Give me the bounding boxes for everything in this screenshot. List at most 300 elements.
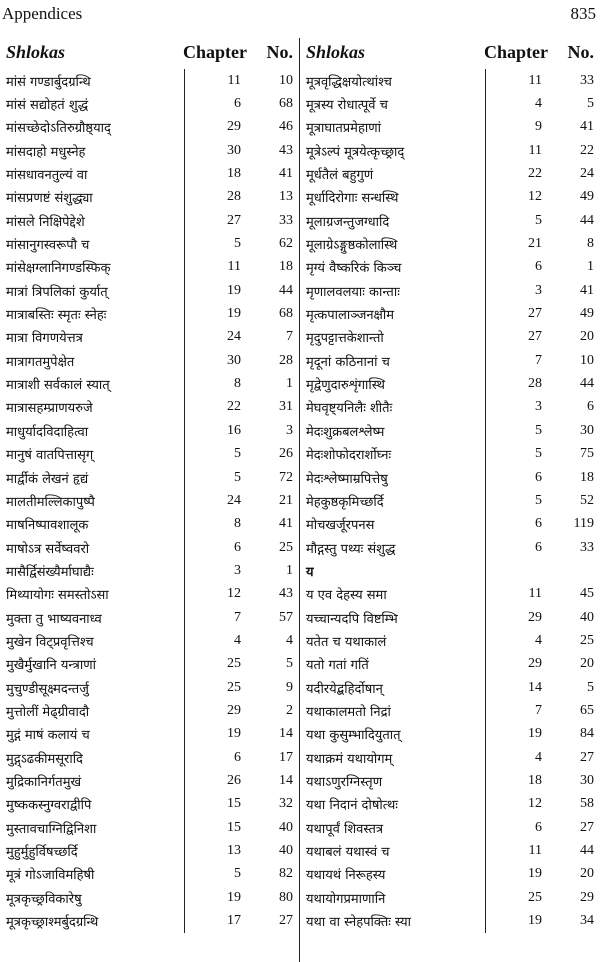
index-row — [300, 583, 600, 606]
index-row — [300, 629, 600, 652]
chapter-number: 29 — [227, 119, 241, 135]
chapter-number: 6 — [535, 819, 542, 835]
verse-number: 22 — [580, 142, 594, 158]
shloka-text: यथाकालमतो निद्रां — [300, 699, 486, 722]
shloka-text: मात्रा विगणयेत्तत्र — [0, 326, 185, 349]
verse-number: 29 — [580, 889, 594, 905]
index-row — [0, 232, 299, 255]
verse-number: 21 — [279, 492, 293, 508]
verse-number: 14 — [279, 726, 293, 742]
chapter-number: 15 — [227, 819, 241, 835]
index-row — [0, 886, 299, 909]
index-row — [0, 653, 299, 676]
index-row — [300, 162, 600, 185]
chapter-number: 27 — [528, 329, 542, 345]
verse-number: 1 — [286, 562, 293, 578]
shloka-text: मृदुपट्टात्तकेशान्तो — [300, 326, 486, 349]
chapter-number: 11 — [528, 586, 542, 602]
index-row — [300, 816, 600, 839]
index-row — [0, 326, 299, 349]
index-row — [0, 443, 299, 466]
index-row — [300, 232, 600, 255]
index-row — [0, 513, 299, 536]
chapter-number: 28 — [227, 189, 241, 205]
verse-number: 49 — [580, 189, 594, 205]
shloka-text: मांसेक्षग्लानिगण्डस्फिक् — [0, 256, 185, 279]
verse-number: 58 — [580, 796, 594, 812]
index-row — [300, 676, 600, 699]
section-title: Appendices — [2, 4, 83, 23]
verse-number: 24 — [580, 166, 594, 182]
chapter-number: 24 — [227, 329, 241, 345]
index-row — [300, 419, 600, 442]
shloka-text: मेदःशुक्रबलश्लेष्म — [300, 419, 486, 442]
shloka-text: मुद्ग्ऽढकीमसूरादि — [0, 746, 185, 769]
chapter-number: 11 — [528, 72, 542, 88]
shloka-text: मेदःश्लेष्माम्रपित्तेषु — [300, 466, 486, 489]
index-row — [300, 186, 600, 209]
index-row — [300, 723, 600, 746]
index-row — [0, 559, 299, 582]
index-row — [0, 676, 299, 699]
verse-number: 25 — [279, 539, 293, 555]
index-row — [0, 839, 299, 862]
shloka-text: मुद्गं माषं कलायं च — [0, 723, 185, 746]
index-row — [0, 302, 299, 325]
shloka-text: मात्रासहम्प्राणयरुजे — [0, 396, 185, 419]
verse-number: 44 — [580, 843, 594, 859]
shloka-text: मूत्रेऽल्पं मूत्रयेत्कृच्छ्राद् — [300, 139, 486, 162]
verse-number: 52 — [580, 492, 594, 508]
index-row — [0, 349, 299, 372]
index-row — [0, 793, 299, 816]
index-row — [300, 256, 600, 279]
verse-number: 5 — [587, 96, 594, 112]
shloka-text: मूर्धादिरोगाः सन्धस्थि — [300, 186, 486, 209]
shloka-text: मूत्रवृद्धिक्षयोत्थांश्च — [300, 69, 486, 92]
index-row — [300, 909, 600, 932]
chapter-number: 5 — [234, 866, 241, 882]
verse-number: 3 — [286, 422, 293, 438]
number-header: No. — [567, 41, 594, 62]
index-row — [0, 606, 299, 629]
index-row — [300, 443, 600, 466]
chapter-number: 5 — [535, 422, 542, 438]
verse-number: 49 — [580, 306, 594, 322]
index-row — [300, 746, 600, 769]
left-index-list — [0, 69, 299, 933]
chapter-number: 4 — [535, 96, 542, 112]
verse-number: 26 — [279, 446, 293, 462]
verse-number: 10 — [279, 72, 293, 88]
verse-number: 18 — [580, 469, 594, 485]
verse-number: 30 — [580, 772, 594, 788]
verse-number: 18 — [279, 259, 293, 275]
index-row — [0, 209, 299, 232]
verse-number: 41 — [279, 166, 293, 182]
verse-number: 25 — [580, 632, 594, 648]
left-column — [0, 38, 300, 962]
chapter-number: 11 — [528, 142, 542, 158]
shloka-text: यथायथं निरूहस्य — [300, 863, 486, 886]
chapter-number: 19 — [227, 306, 241, 322]
shloka-text: यच्चान्यदपि विष्टम्भि — [300, 606, 486, 629]
shloka-text: मुष्ककस्नुग्वराद्वीपि — [0, 793, 185, 816]
index-row — [300, 863, 600, 886]
index-row — [300, 372, 600, 395]
verse-number: 41 — [279, 516, 293, 532]
chapter-number: 7 — [535, 352, 542, 368]
chapter-number: 17 — [227, 913, 241, 929]
index-row — [0, 162, 299, 185]
index-row — [300, 349, 600, 372]
shloka-text: यथापूर्वं शिवस्तत्र — [300, 816, 486, 839]
shloka-text: मूलाग्रजन्तुजग्धादि — [300, 209, 486, 232]
chapter-number: 5 — [234, 469, 241, 485]
shloka-text: मेहकुष्ठकृमिच्छर्दि — [300, 489, 486, 512]
index-row — [300, 279, 600, 302]
chapter-number: 29 — [528, 609, 542, 625]
shloka-text: यतो गतां गतिं — [300, 653, 486, 676]
index-row — [0, 723, 299, 746]
shloka-text: मुचुण्डीसूक्ष्मदन्तर्जु — [0, 676, 185, 699]
verse-number: 30 — [580, 422, 594, 438]
index-row — [0, 536, 299, 559]
shloka-text: माधुर्यादविदाहित्वा — [0, 419, 185, 442]
index-row — [0, 769, 299, 792]
chapter-number: 25 — [528, 889, 542, 905]
chapter-number: 6 — [535, 539, 542, 555]
chapter-number: 21 — [528, 236, 542, 252]
column-header — [300, 38, 600, 66]
chapter-number: 11 — [528, 843, 542, 859]
chapter-number: 3 — [535, 282, 542, 298]
index-row — [300, 699, 600, 722]
column-header — [0, 38, 299, 66]
index-row — [0, 396, 299, 419]
verse-number: 65 — [580, 702, 594, 718]
chapter-number: 22 — [528, 166, 542, 182]
verse-number: 33 — [580, 72, 594, 88]
chapter-number: 29 — [528, 656, 542, 672]
shloka-text: माषोऽत्र सर्वेष्ववरो — [0, 536, 185, 559]
shloka-text: मांसं गण्डार्बुदग्रन्थि — [0, 69, 185, 92]
chapter-number: 26 — [227, 772, 241, 788]
chapter-number: 6 — [234, 96, 241, 112]
chapter-number: 13 — [227, 843, 241, 859]
chapter-header: Chapter — [484, 41, 548, 62]
chapter-number: 4 — [535, 632, 542, 648]
chapter-number: 12 — [528, 189, 542, 205]
running-head — [2, 2, 596, 26]
chapter-number: 19 — [227, 726, 241, 742]
verse-number: 33 — [279, 212, 293, 228]
chapter-number: 6 — [535, 259, 542, 275]
shloka-text: य — [300, 559, 486, 582]
verse-number: 20 — [580, 329, 594, 345]
verse-number: 68 — [279, 306, 293, 322]
verse-number: 28 — [279, 352, 293, 368]
chapter-number: 29 — [227, 702, 241, 718]
shloka-text: मासैर्द्विसंख्यैर्माघाद्यैः — [0, 559, 185, 582]
chapter-number: 3 — [535, 399, 542, 415]
shloka-text: मूर्धतैलं बहुगुणं — [300, 162, 486, 185]
page-number: 835 — [570, 4, 596, 23]
shloka-text: मूलाग्रेऽङ्गुष्ठकोलास्थि — [300, 232, 486, 255]
chapter-number: 24 — [227, 492, 241, 508]
chapter-number: 30 — [227, 352, 241, 368]
verse-number: 46 — [279, 119, 293, 135]
verse-number: 20 — [580, 866, 594, 882]
chapter-number: 30 — [227, 142, 241, 158]
shloka-text: यथा कुसुम्भादियुतात् — [300, 723, 486, 746]
index-row — [300, 839, 600, 862]
chapter-number: 16 — [227, 422, 241, 438]
index-row — [300, 489, 600, 512]
shloka-header: Shlokas — [306, 41, 366, 62]
verse-number: 82 — [279, 866, 293, 882]
shloka-text: मृदूनां कठिनानां च — [300, 349, 486, 372]
index-row — [300, 116, 600, 139]
shloka-text: मालतीमल्लिकापुष्पै — [0, 489, 185, 512]
verse-number: 9 — [286, 679, 293, 695]
chapter-number: 28 — [528, 376, 542, 392]
index-row — [300, 69, 600, 92]
index-row — [0, 69, 299, 92]
chapter-number: 27 — [528, 306, 542, 322]
index-row — [0, 909, 299, 932]
shloka-text: यथा वा स्नेहपक्तिः स्या — [300, 909, 486, 932]
shloka-text: मानुषं वातपित्तासृग् — [0, 443, 185, 466]
shloka-text: यथायोगप्रमाणानि — [300, 886, 486, 909]
shloka-text: यथाऽणुरग्निस्तृण — [300, 769, 486, 792]
verse-number: 40 — [279, 843, 293, 859]
verse-number: 44 — [580, 376, 594, 392]
verse-number: 57 — [279, 609, 293, 625]
chapter-number: 6 — [234, 749, 241, 765]
shloka-text: मृणालवलयाः कान्ताः — [300, 279, 486, 302]
shloka-text: यतेत च यथाकालं — [300, 629, 486, 652]
shloka-text: मुद्रिकानिर्गतमुखं — [0, 769, 185, 792]
index-row — [300, 606, 600, 629]
shloka-text: मार्द्वीकं लेखनं हृद्यं — [0, 466, 185, 489]
shloka-text: मृत्कपालाञ्जनक्षौम — [300, 302, 486, 325]
index-row — [0, 746, 299, 769]
index-row — [0, 629, 299, 652]
verse-number: 20 — [580, 656, 594, 672]
chapter-number: 11 — [227, 72, 241, 88]
index-row — [0, 466, 299, 489]
chapter-number: 5 — [535, 212, 542, 228]
verse-number: 62 — [279, 236, 293, 252]
verse-number: 68 — [279, 96, 293, 112]
shloka-text: मांसप्रणष्टं संशुद्ध्या — [0, 186, 185, 209]
chapter-number: 6 — [535, 469, 542, 485]
chapter-number: 7 — [535, 702, 542, 718]
index-row — [300, 653, 600, 676]
chapter-number: 19 — [528, 726, 542, 742]
shloka-text: मांसले निक्षिपेद्देशे — [0, 209, 185, 232]
shloka-text: मेदःशोफोदरार्शोघ्नः — [300, 443, 486, 466]
shloka-text: यथाक्रमं यथायोगम् — [300, 746, 486, 769]
shloka-text: मौद्गस्तु पथ्यः संशुद्ध — [300, 536, 486, 559]
verse-number: 84 — [580, 726, 594, 742]
chapter-number: 14 — [528, 679, 542, 695]
shloka-text: मांसं सद्योहतं शुद्धं — [0, 92, 185, 115]
number-header: No. — [266, 41, 293, 62]
index-row — [300, 396, 600, 419]
verse-number: 31 — [279, 399, 293, 415]
chapter-number: 12 — [227, 586, 241, 602]
shloka-text: मिथ्यायोगः समस्तोऽसा — [0, 583, 185, 606]
verse-number: 2 — [286, 702, 293, 718]
verse-number: 43 — [279, 142, 293, 158]
chapter-number: 6 — [234, 539, 241, 555]
shloka-header: Shlokas — [6, 41, 66, 62]
index-row — [0, 116, 299, 139]
index-row — [0, 863, 299, 886]
verse-number: 40 — [279, 819, 293, 835]
verse-number: 27 — [279, 913, 293, 929]
shloka-text: मोचखर्जूरपनस — [300, 513, 486, 536]
index-row — [300, 209, 600, 232]
index-row — [0, 372, 299, 395]
chapter-number: 4 — [535, 749, 542, 765]
chapter-number: 8 — [234, 516, 241, 532]
verse-number: 1 — [587, 259, 594, 275]
index-row — [0, 816, 299, 839]
shloka-text: मूत्राघातप्रमेहाणां — [300, 116, 486, 139]
chapter-number: 19 — [227, 282, 241, 298]
right-index-list — [300, 69, 600, 933]
shloka-text: मूत्रकृच्छ्रविकारेषु — [0, 886, 185, 909]
chapter-number: 6 — [535, 516, 542, 532]
verse-number: 6 — [587, 399, 594, 415]
chapter-number: 19 — [528, 913, 542, 929]
shloka-text: मेघवृष्ट्यनिलैः शीतैः — [300, 396, 486, 419]
chapter-number: 12 — [528, 796, 542, 812]
chapter-number: 5 — [234, 446, 241, 462]
shloka-text: मृद्वेणुदारुशृंगास्थि — [300, 372, 486, 395]
shloka-text: मुक्ता तु भाष्यवनाध्व — [0, 606, 185, 629]
index-row — [0, 419, 299, 442]
shloka-text: यथा निदानं दोषोत्थः — [300, 793, 486, 816]
chapter-number: 18 — [227, 166, 241, 182]
index-row — [0, 139, 299, 162]
chapter-header: Chapter — [183, 41, 247, 62]
shloka-text: मात्रां त्रिपलिकां कुर्यात् — [0, 279, 185, 302]
verse-number: 5 — [587, 679, 594, 695]
chapter-number: 25 — [227, 679, 241, 695]
shloka-text: मूत्रं गोऽजाविमहिषी — [0, 863, 185, 886]
chapter-number: 25 — [227, 656, 241, 672]
shloka-text: यथाबलं यथास्वं च — [300, 839, 486, 862]
index-row — [300, 466, 600, 489]
shloka-text: मुहुर्मुहुर्विषच्छर्दि — [0, 839, 185, 862]
shloka-text: मुस्तावचाग्निद्विनिशा — [0, 816, 185, 839]
verse-number: 44 — [279, 282, 293, 298]
chapter-number: 19 — [227, 889, 241, 905]
chapter-number: 19 — [528, 866, 542, 882]
index-row — [0, 92, 299, 115]
index-row — [0, 699, 299, 722]
shloka-text: मांसानुगस्वरूपौ च — [0, 232, 185, 255]
verse-number: 1 — [286, 376, 293, 392]
index-row — [0, 256, 299, 279]
verse-number: 33 — [580, 539, 594, 555]
index-row — [300, 92, 600, 115]
verse-number: 41 — [580, 119, 594, 135]
verse-number: 5 — [286, 656, 293, 672]
chapter-number: 5 — [234, 236, 241, 252]
verse-number: 80 — [279, 889, 293, 905]
shloka-text: मूत्रस्य रोधात्पूर्वे च — [300, 92, 486, 115]
shloka-text: मांसच्छेदोऽतिरुग्रौष्ठ्याद् — [0, 116, 185, 139]
index-row — [300, 302, 600, 325]
verse-number: 8 — [587, 236, 594, 252]
index-row — [300, 513, 600, 536]
chapter-number: 9 — [535, 119, 542, 135]
verse-number: 44 — [580, 212, 594, 228]
verse-number: 13 — [279, 189, 293, 205]
index-row — [300, 769, 600, 792]
index-row — [0, 583, 299, 606]
verse-number: 27 — [580, 749, 594, 765]
verse-number: 41 — [580, 282, 594, 298]
shloka-text: मुखैर्मुखानि यन्त्राणां — [0, 653, 185, 676]
shloka-text: मात्राशी सर्वकालं स्यात् — [0, 372, 185, 395]
verse-number: 75 — [580, 446, 594, 462]
chapter-number: 7 — [234, 609, 241, 625]
chapter-number: 8 — [234, 376, 241, 392]
verse-number: 119 — [573, 516, 594, 532]
shloka-text: मांसधावनतुल्यं वा — [0, 162, 185, 185]
index-row — [0, 489, 299, 512]
chapter-number: 11 — [227, 259, 241, 275]
shloka-text: माषनिष्पावशालूक — [0, 513, 185, 536]
verse-number: 14 — [279, 772, 293, 788]
index-row — [300, 326, 600, 349]
verse-number: 7 — [286, 329, 293, 345]
shloka-text: मूत्रकृच्छ्राश्मर्बुदग्रन्थि — [0, 909, 185, 932]
index-row — [300, 139, 600, 162]
verse-number: 17 — [279, 749, 293, 765]
index-row — [0, 186, 299, 209]
index-row — [300, 536, 600, 559]
verse-number: 43 — [279, 586, 293, 602]
verse-number: 32 — [279, 796, 293, 812]
index-row — [300, 793, 600, 816]
shloka-text: य एव देहस्य समा — [300, 583, 486, 606]
verse-number: 45 — [580, 586, 594, 602]
verse-number: 34 — [580, 913, 594, 929]
right-column — [300, 38, 600, 962]
verse-number: 27 — [580, 819, 594, 835]
chapter-number: 27 — [227, 212, 241, 228]
chapter-number: 15 — [227, 796, 241, 812]
chapter-number: 22 — [227, 399, 241, 415]
verse-number: 4 — [286, 632, 293, 648]
shloka-text: मात्राबस्तिः स्मृतः स्नेहः — [0, 302, 185, 325]
chapter-number: 4 — [234, 632, 241, 648]
verse-number: 72 — [279, 469, 293, 485]
shloka-text: मृग्यं वैष्करिकं किञ्च — [300, 256, 486, 279]
index-row — [300, 886, 600, 909]
letter-heading — [300, 559, 600, 582]
chapter-number: 18 — [528, 772, 542, 788]
chapter-number: 5 — [535, 492, 542, 508]
shloka-text: यदीरयेद्बहिर्दोषान् — [300, 676, 486, 699]
